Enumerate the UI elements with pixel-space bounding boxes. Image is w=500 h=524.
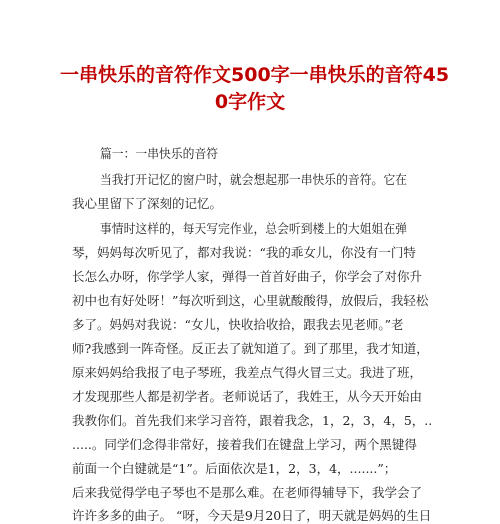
paragraph-line: 后来我觉得学电子琴也不是那么难。在老师得辅导下，我学会了 — [72, 485, 423, 500]
paragraph-line: 初中也有好处呀！”每次听到这，心里就酸酸得，放假后，我轻松 — [72, 293, 429, 308]
paragraph-line: 我教你们。首先我们来学习音符，跟着我念，1，2，3，4，5，.. — [72, 413, 433, 428]
paragraph-line: 当我打开记忆的窗户时，就会想起那一串快乐的音符。它在 — [100, 172, 407, 187]
paragraph-line: 原来妈妈给我报了电子琴班，我差点气得火冒三丈。我进了班， — [72, 365, 423, 380]
paragraph-line: 琴，妈妈每次听见了，都对我说：“我的乖女儿，你没有一门特 — [72, 245, 416, 260]
document-title-line-2: 0字作文 — [214, 91, 286, 113]
paragraph-line: 长怎么办呀，你学学人家，弹得一首首好曲子，你学会了对你升 — [72, 269, 423, 284]
paragraph-line: 师?我感到一阵奇怪。反正去了就知道了。到了那里，我才知道， — [72, 341, 429, 356]
paragraph-line: 才发现那些人都是初学者。老师说话了，我姓王，从今天开始由 — [72, 389, 423, 404]
paragraph-line: 我心里留下了深刻的记忆。 — [72, 196, 223, 211]
paragraph-line: 事情时这样的，每天写完作业，总会听到楼上的大姐姐在弹 — [100, 221, 407, 236]
paragraph-line: .....。同学们念得非常好，接着我们在键盘上学习，两个黑键得 — [72, 437, 417, 452]
document-title-line-1: 一串快乐的音符作文500字一串快乐的音符45 — [60, 64, 450, 86]
paragraph-line: 前面一个白键就是“1”。后面依次是1，2，3，4，.......”； — [72, 461, 397, 476]
paragraph-line: 多了。妈妈对我说：“女儿，快收拾收拾，跟我去见老师。”老 — [72, 317, 404, 332]
section-heading: 篇一：一串快乐的音符 — [100, 146, 219, 161]
paragraph-line: 许许多多的曲子。 “呀，今天是9月20日了，明天就是妈妈的生日 — [72, 508, 432, 523]
